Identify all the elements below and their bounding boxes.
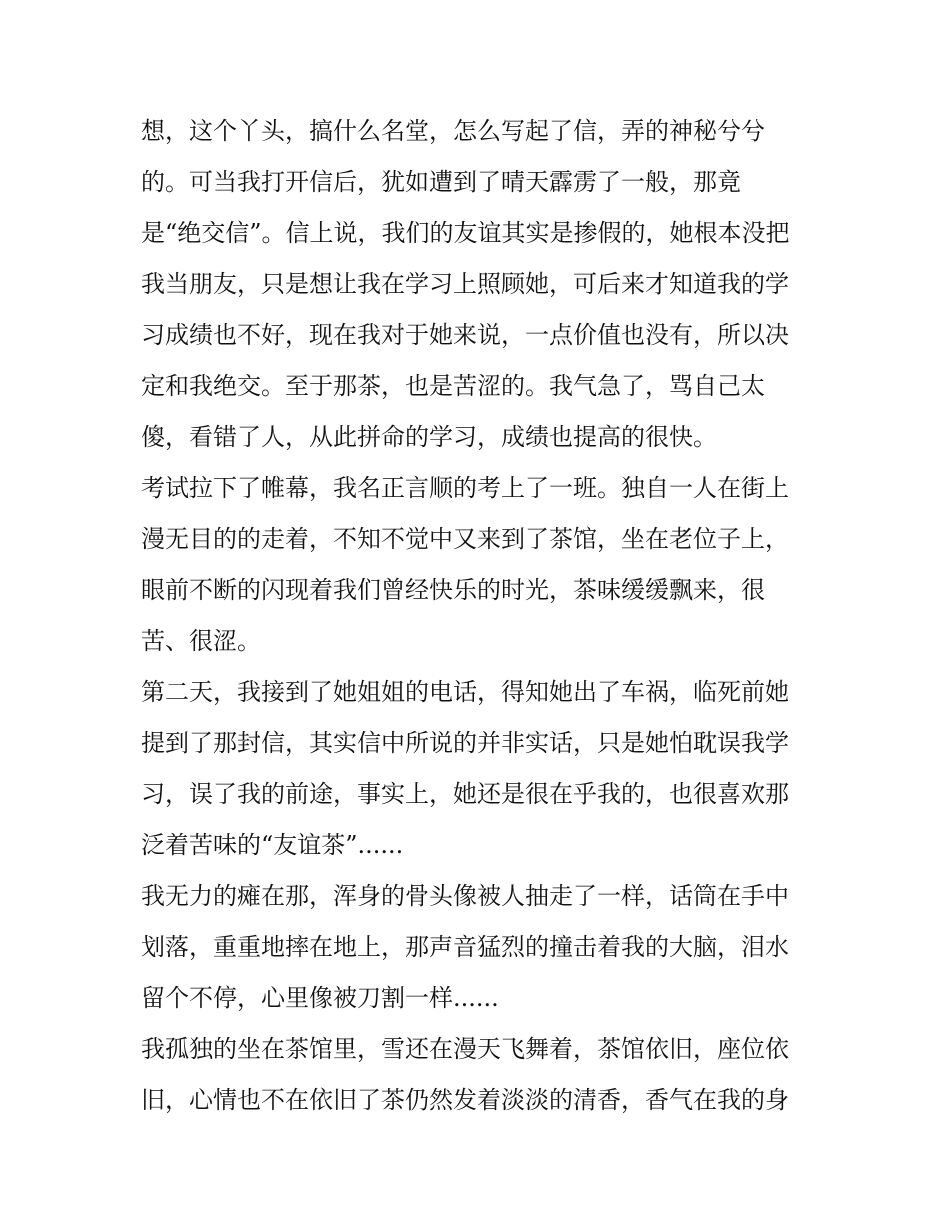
text-line-16: 我无力的瘫在那，浑身的骨头像被人抽走了一样，话筒在手中 [141, 882, 789, 910]
text-line-15: 泛着苦味的“友谊茶”...... [141, 831, 404, 859]
text-line-12: 第二天，我接到了她姐姐的电话，得知她出了车祸，临死前她 [141, 678, 789, 706]
text-line-10: 眼前不断的闪现着我们曾经快乐的时光，茶味缓缓飘来，很 [141, 576, 765, 604]
text-line-13: 提到了那封信，其实信中所说的并非实话，只是她怕耽误我学 [141, 729, 789, 757]
text-line-11: 苦、很涩。 [141, 627, 261, 655]
text-line-20: 旧，心情也不在依旧了茶仍然发着淡淡的清香，香气在我的身 [141, 1086, 789, 1114]
text-line-14: 习，误了我的前途，事实上，她还是很在乎我的，也很喜欢那 [141, 780, 789, 808]
text-line-5: 习成绩也不好，现在我对于她来说，一点价值也没有，所以决 [141, 321, 789, 349]
text-line-1: 想，这个丫头，搞什么名堂，怎么写起了信，弄的神秘兮兮 [141, 117, 765, 145]
body-text [141, 106, 816, 1126]
text-line-7: 傻，看错了人，从此拼命的学习，成绩也提高的很快。 [141, 423, 717, 451]
text-line-8: 考试拉下了帷幕，我名正言顺的考上了一班。独自一人在街上 [141, 474, 789, 502]
text-line-9: 漫无目的的走着，不知不觉中又来到了茶馆，坐在老位子上， [141, 525, 789, 553]
text-line-18: 留个不停，心里像被刀割一样...... [141, 984, 499, 1012]
text-line-17: 划落，重重地摔在地上，那声音猛烈的撞击着我的大脑，泪水 [141, 933, 789, 961]
text-line-19: 我孤独的坐在茶馆里，雪还在漫天飞舞着，茶馆依旧，座位依 [141, 1035, 789, 1063]
text-line-4: 我当朋友，只是想让我在学习上照顾她，可后来才知道我的学 [141, 270, 789, 298]
text-line-2: 的。可当我打开信后，犹如遭到了晴天霹雳了一般，那竟 [141, 168, 741, 196]
text-line-6: 定和我绝交。至于那茶，也是苦涩的。我气急了，骂自己太 [141, 372, 765, 400]
text-line-3: 是“绝交信”。信上说，我们的友谊其实是掺假的，她根本没把 [141, 219, 790, 247]
